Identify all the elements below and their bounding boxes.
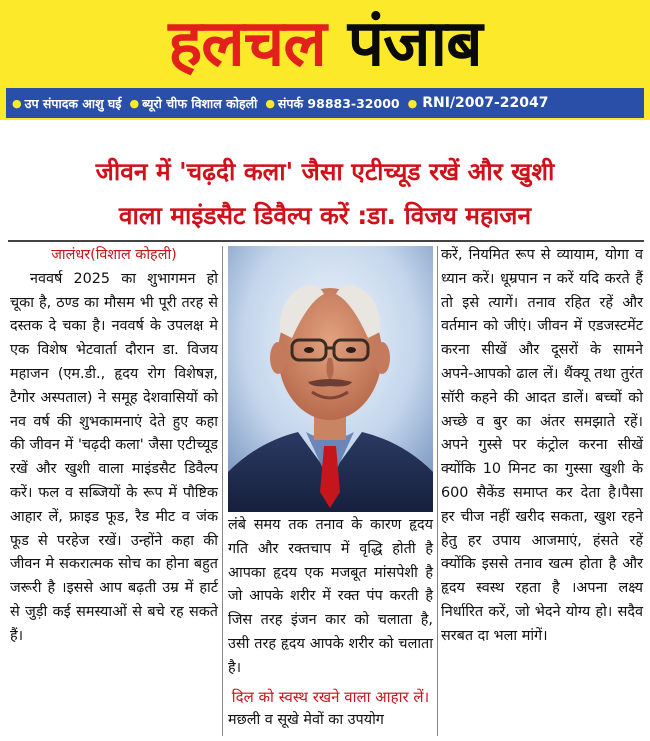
- headline-line-2: वाला माइंडसैट डिवैल्प करें :डा. विजय महाजन: [118, 201, 532, 230]
- newspaper-title: [0, 2, 650, 86]
- rni-number: RNI/2007-22047: [422, 95, 549, 111]
- headline-line-1: जीवन में 'चढ़दी कला' जैसा एटीच्यूड रखें और खुशी: [95, 157, 555, 186]
- column-3-body: करें, नियमित रूप से व्यायाम, योगा व ध्यान करें। धूम्रपान न करें यदि करते हैं तो इसे त्यागें। तनाव रहित रहें और वर्तमान को जीएं। जीवन में एडजस्टमेंट करना सीखें और दूसरों के सामने अपने-आपको ढाल लें। थैंक्यू तथा तुरंत सॉरी कहने की आदत डालें। बच्चों को अच्छे व बुर का अंतर समझाते रहें। अपने गुस्से पर कंट्रोल करना सीखें क्योंकि 10 मिनट का गुस्सा खुशी के 600 सैकेंड समाप्त कर देता है।पैसा हर चीज नहीं खरीद सकता, खुश रहने हेतु हर उपाय आजमाएं, हंसते रहें क्योंकि इससे तनाव खत्म होता है और हृदय स्वस्थ रहता है ।अपना लक्ष्य निर्धारित करें, जो भेदने योग्य हो। सदैव सरबत दा भला मांगें।: [441, 247, 643, 644]
- article-column-3: [441, 244, 643, 649]
- article-column-2: [228, 514, 433, 732]
- bullet-icon: ●: [12, 96, 22, 110]
- column-2-body: लंबे समय तक तनाव के कारण हृदय गति और रक्तचाप में वृद्धि होती है आपका हृदय एक मजबूत मांसपेशी है जो आपके शरीर में रक्त पंप करती है जिस तरह इंजन कार को चलाता है, उसी तरह हृदय आपके शरीर को चलाता है।: [228, 517, 433, 676]
- headline-divider: [8, 240, 644, 242]
- column-1-text: [10, 268, 218, 649]
- bullet-icon: ●: [129, 96, 140, 110]
- dateline: जालंधर(विशाल कोहली): [51, 247, 177, 263]
- contact: संपर्क 98883-32000: [277, 95, 400, 111]
- column-divider: [437, 246, 438, 736]
- sub-editor: उप संपादक आशु घई: [24, 95, 122, 111]
- title-punjab: पंजाब: [347, 7, 482, 81]
- title-halchal: हलचल: [168, 7, 326, 81]
- doctor-portrait-image: [228, 246, 433, 512]
- bullet-icon: ●: [265, 96, 275, 110]
- headline: [0, 150, 650, 238]
- column-2-continued: मछली व सूखे मेवों का उपयोग: [228, 711, 384, 728]
- subheading: दिल को स्वस्थ रखने वाला आहार लें।: [231, 687, 430, 706]
- portrait-illustration: [228, 246, 433, 512]
- bureau-chief: ब्यूरो चीफ विशाल कोहली: [142, 95, 258, 111]
- masthead: [0, 0, 650, 120]
- column-divider: [222, 246, 223, 736]
- article-column-1: [10, 244, 218, 649]
- column-1-body: नववर्ष 2025 का शुभागमन हो चूका है, ठण्ड का मौसम भी पूरी तरह से दस्तक दे चका है। नववर्ष के उपलक्ष मे एक विशेष भेटवार्ता दौरान डा. विजय महाजन (एम.डी., हृदय रोग विशेषज्ञ, टैगोर अस्पताल) ने समूह देशवासियों को नव वर्ष की शुभकामनाएं देते हुए कहा की जीवन में 'चढ़दी कला' जैसा एटीच्यूड रखें और खुशी वाला माइंडसैट डिवैल्प करें। फल व सब्जियों के रूप में पौष्टिक आहार लें, फ्राइड फूड, रैड मीट व जंक फूड से परहेज रखें। उन्होंने कहा की जीवन मे सकरात्मक सोच का होना बहुत जरूरी है ।इससे आप बढ़ती उम्र में हार्ट से जुड़ी कई समस्याओं से बचे रह सकते हैं।: [10, 270, 218, 644]
- info-bar: [6, 88, 644, 118]
- bullet-icon: ●: [407, 96, 418, 110]
